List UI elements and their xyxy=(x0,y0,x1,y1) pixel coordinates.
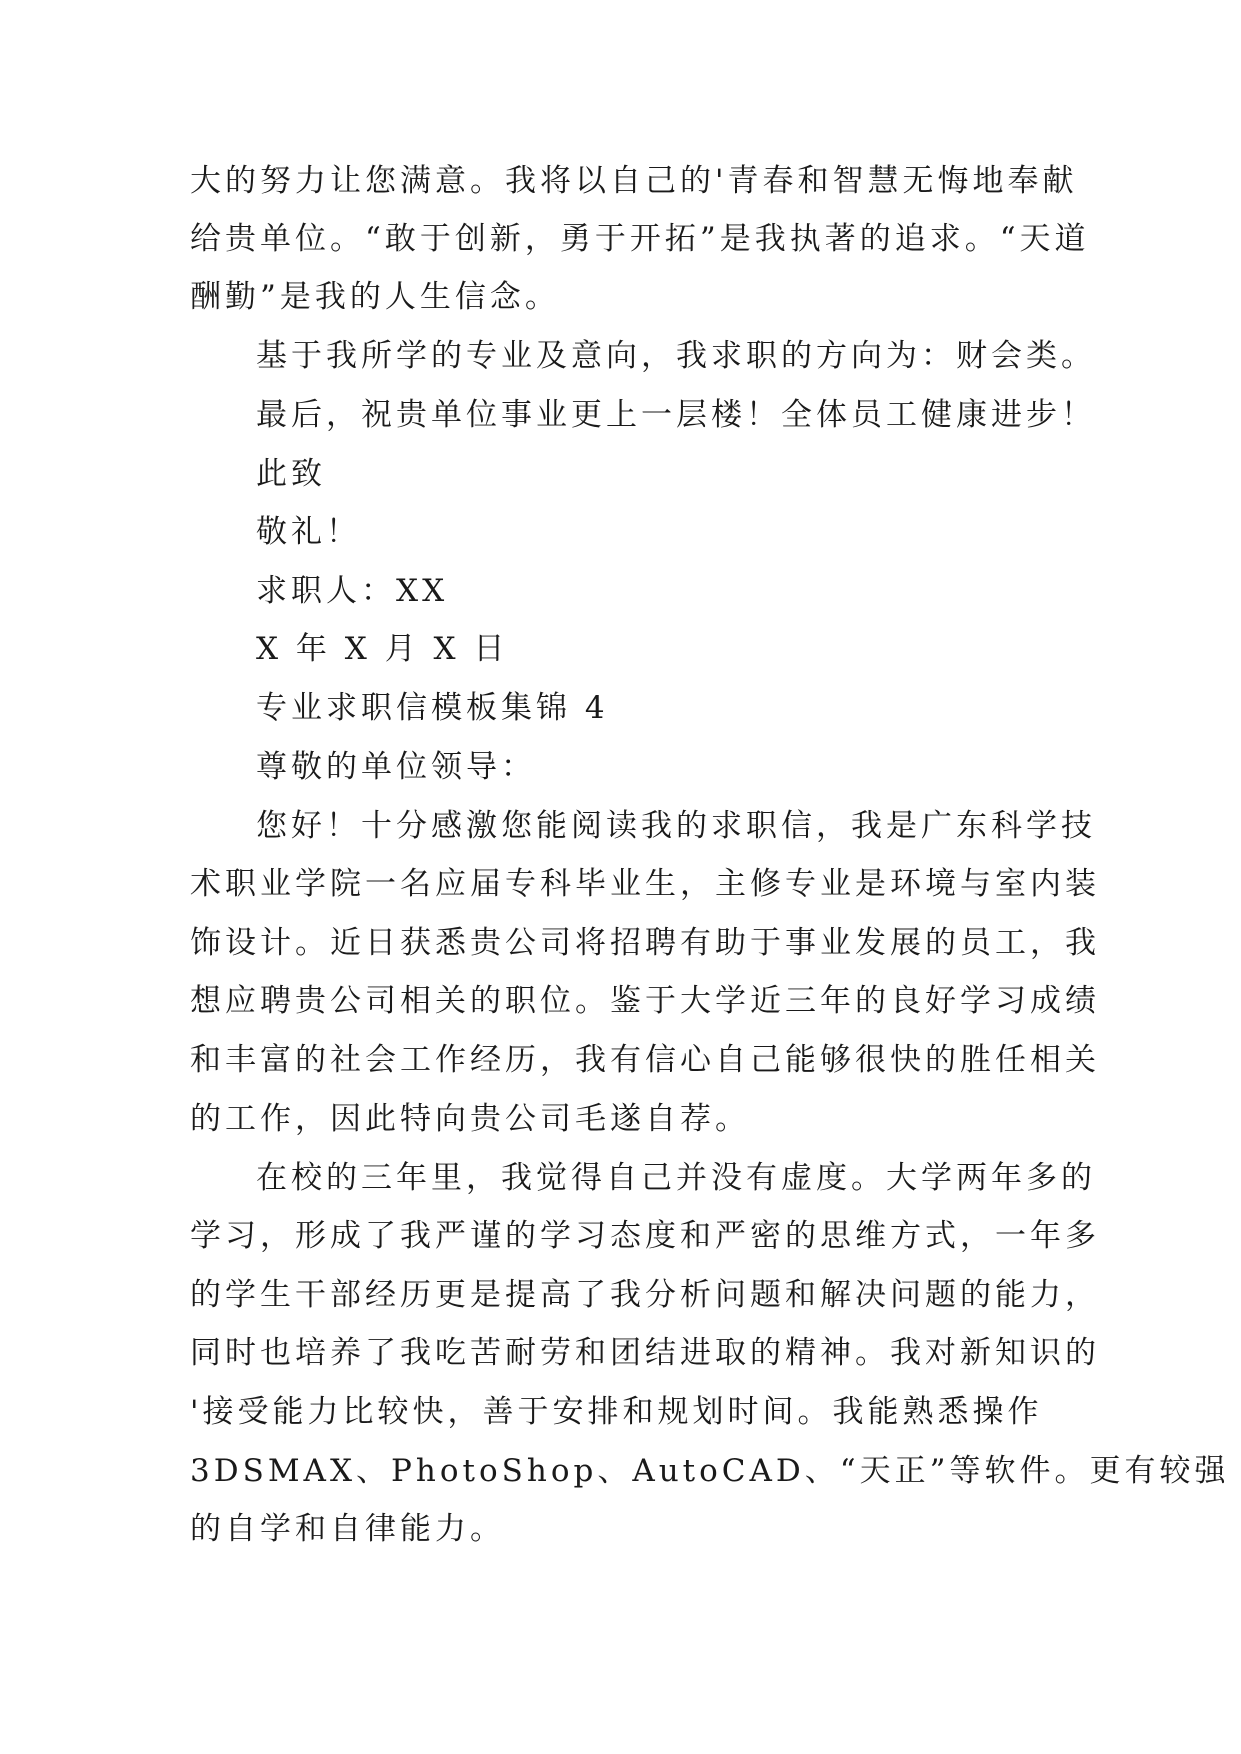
salutation-respect: 敬礼！ xyxy=(256,514,361,550)
greeting: 尊敬的单位领导： xyxy=(256,749,536,785)
paragraph-line: 酬勤”是我的人生信念。 xyxy=(190,279,560,315)
paragraph-line: 大的努力让您满意。我将以自己的'青春和智慧无悔地奉献 xyxy=(190,163,1078,199)
closing-wish: 最后，祝贵单位事业更上一层楼！全体员工健康进步！ xyxy=(256,397,1096,433)
paragraph-line: 同时也培养了我吃苦耐劳和团结进取的精神。我对新知识的 xyxy=(190,1335,1100,1371)
paragraph-line: 术职业学院一名应届专科毕业生，主修专业是环境与室内装 xyxy=(190,866,1100,902)
paragraph-line: 的学生干部经历更是提高了我分析问题和解决问题的能力， xyxy=(190,1277,1100,1313)
paragraph-line: 的自学和自律能力。 xyxy=(190,1511,505,1547)
paragraph-line: 您好！十分感激您能阅读我的求职信，我是广东科学技 xyxy=(256,808,1096,844)
paragraph-line: 基于我所学的专业及意向，我求职的方向为：财会类。 xyxy=(256,338,1096,374)
paragraph-line: '接受能力比较快，善于安排和规划时间。我能熟悉操作 xyxy=(190,1394,1043,1430)
paragraph-line: 的工作，因此特向贵公司毛遂自荐。 xyxy=(190,1101,750,1137)
signature-date: X 年 X 月 X 日 xyxy=(256,631,509,667)
salutation-closing: 此致 xyxy=(256,456,326,492)
section-heading: 专业求职信模板集锦 4 xyxy=(256,690,609,726)
paragraph-line: 和丰富的社会工作经历，我有信心自己能够很快的胜任相关 xyxy=(190,1042,1100,1078)
paragraph-line: 想应聘贵公司相关的职位。鉴于大学近三年的良好学习成绩 xyxy=(190,983,1100,1019)
signature-name: 求职人：XX xyxy=(256,573,449,609)
paragraph-line: 在校的三年里，我觉得自己并没有虚度。大学两年多的 xyxy=(256,1160,1096,1196)
paragraph-line: 3DSMAX、PhotoShop、AutoCAD、“天正”等软件。更有较强 xyxy=(190,1453,1230,1489)
paragraph-line: 学习，形成了我严谨的学习态度和严密的思维方式，一年多 xyxy=(190,1218,1100,1254)
paragraph-line: 给贵单位。“敢于创新，勇于开拓”是我执著的追求。“天道 xyxy=(190,221,1090,257)
paragraph-line: 饰设计。近日获悉贵公司将招聘有助于事业发展的员工，我 xyxy=(190,925,1100,961)
